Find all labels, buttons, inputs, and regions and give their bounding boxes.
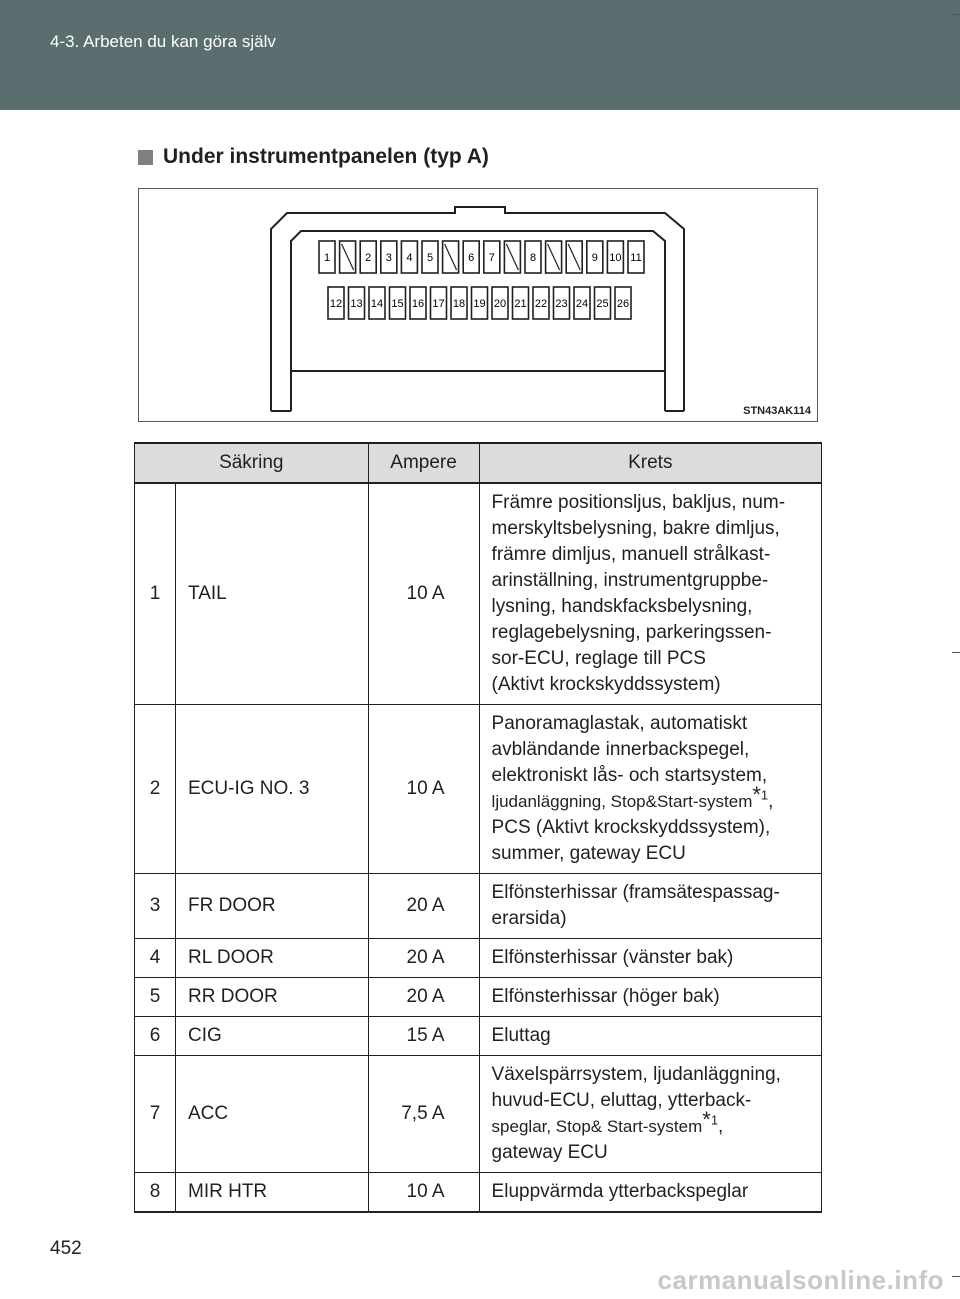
fuse-ampere: 20 A <box>368 874 479 939</box>
fuse-circuit <box>479 1056 821 1173</box>
fuse-slot <box>513 287 529 319</box>
fuse-slot-number: 15 <box>391 298 404 310</box>
table-row <box>135 705 822 874</box>
empty-fuse-slot <box>504 241 520 273</box>
fuse-circuit <box>479 1173 821 1213</box>
fuse-circuit <box>479 939 821 978</box>
circuit-text: , <box>768 791 774 812</box>
circuit-line: elektroniskt lås- och startsystem, <box>491 765 768 786</box>
fuse-number: 8 <box>135 1173 176 1213</box>
fuse-slot <box>607 241 623 273</box>
circuit-line: (Aktivt krockskyddssystem) <box>491 674 721 695</box>
fuse-slot-number: 3 <box>385 252 392 264</box>
circuit-line: avbländande innerbackspegel, <box>491 739 750 760</box>
fuse-circuit <box>479 1017 821 1056</box>
fuse-slot <box>595 287 611 319</box>
circuit-text: , <box>718 1116 724 1137</box>
fuse-ampere: 15 A <box>368 1017 479 1056</box>
circuit-line: Panoramaglastak, automatiskt <box>491 713 748 734</box>
table-row <box>135 939 822 978</box>
fuse-name: RL DOOR <box>176 939 369 978</box>
fuse-name: MIR HTR <box>176 1173 369 1213</box>
fuse-slot <box>554 287 570 319</box>
circuit-line: gateway ECU <box>491 1142 608 1163</box>
fuse-slot <box>360 241 376 273</box>
header-circuit: Krets <box>479 443 821 483</box>
empty-fuse-slot <box>546 241 562 273</box>
fuse-slot <box>319 241 335 273</box>
fuse-slot <box>587 241 603 273</box>
circuit-line: Elfönsterhissar (höger bak) <box>491 986 720 1007</box>
square-bullet-icon <box>138 150 153 165</box>
fuse-slot-number: 16 <box>411 298 425 310</box>
fuse-slot-number: 20 <box>493 298 507 310</box>
crop-mark <box>952 652 960 653</box>
table-row <box>135 1173 822 1213</box>
figure-code: STN43AK114 <box>743 405 811 417</box>
circuit-line: främre dimljus, manuell strålkast- <box>491 544 771 565</box>
circuit-line: Elfönsterhissar (framsätespassag- <box>491 882 780 903</box>
table-row <box>135 978 822 1017</box>
fuse-number: 3 <box>135 874 176 939</box>
fuse-slot-number: 25 <box>596 298 609 310</box>
fuse-box-diagram <box>138 188 818 422</box>
fuse-slot <box>349 287 365 319</box>
fuse-slot-number: 21 <box>514 298 527 310</box>
fuse-name: ACC <box>176 1056 369 1173</box>
empty-fuse-slot <box>566 241 582 273</box>
fuse-slot <box>492 287 508 319</box>
fuse-slot-number: 14 <box>370 298 384 310</box>
fuse-number: 5 <box>135 978 176 1017</box>
fuse-slot-number: 6 <box>468 252 475 264</box>
fuse-slot <box>369 287 385 319</box>
fuse-slot <box>451 287 467 319</box>
fuse-slot-number: 22 <box>534 298 548 310</box>
fuse-number: 6 <box>135 1017 176 1056</box>
fuse-slot <box>472 287 488 319</box>
table-row <box>135 1056 822 1173</box>
circuit-text: ljudanläggning, Stop&Start-system <box>491 792 753 811</box>
fuse-slot-number: 24 <box>575 298 589 310</box>
fuse-ampere: 10 A <box>368 705 479 874</box>
footnote-ref: 1 <box>710 1112 719 1128</box>
fuse-number: 2 <box>135 705 176 874</box>
fuse-slot <box>484 241 500 273</box>
fuse-slot-number: 12 <box>329 298 343 310</box>
fuse-name: ECU-IG NO. 3 <box>176 705 369 874</box>
circuit-line: Eluppvärmda ytterbackspeglar <box>491 1181 749 1202</box>
fuse-name: CIG <box>176 1017 369 1056</box>
fuse-slot <box>431 287 447 319</box>
fuse-slot <box>628 241 644 273</box>
fuse-bottom-row <box>328 287 631 319</box>
fuse-slot-number: 26 <box>616 298 630 310</box>
fuse-top-row <box>319 241 644 273</box>
table-header-row <box>135 443 822 483</box>
fuse-circuit <box>479 874 821 939</box>
fuse-slot-number: 9 <box>591 252 598 264</box>
watermark: carmanualsonline.info <box>657 1265 944 1295</box>
table-row <box>135 1017 822 1056</box>
table-row <box>135 483 822 705</box>
circuit-line: erarsida) <box>491 908 567 929</box>
circuit-line: huvud-ECU, eluttag, ytterback- <box>491 1090 752 1111</box>
fuse-circuit <box>479 483 821 705</box>
footnote-star: * <box>752 782 761 807</box>
fuse-slot <box>328 287 344 319</box>
fuse-slot-number: 13 <box>350 298 363 310</box>
fuse-slot <box>525 241 541 273</box>
fuse-ampere: 20 A <box>368 939 479 978</box>
fuse-slot <box>390 287 406 319</box>
circuit-line: sor-ECU, reglage till PCS <box>491 648 706 669</box>
page-number: 452 <box>50 1238 82 1259</box>
fuse-circuit <box>479 705 821 874</box>
fuse-slot <box>533 287 549 319</box>
fuse-slot <box>410 287 426 319</box>
footnote-ref: 1 <box>760 787 769 803</box>
table-row <box>135 874 822 939</box>
circuit-line: PCS (Aktivt krockskyddssystem), <box>491 817 771 838</box>
fuse-slot-number: 1 <box>323 252 331 264</box>
fuse-ampere: 7,5 A <box>368 1056 479 1173</box>
fuse-slot-number: 8 <box>529 252 537 264</box>
fuse-slot-number: 10 <box>609 252 622 264</box>
fuse-slot <box>422 241 438 273</box>
circuit-line-footnote <box>491 1107 811 1140</box>
circuit-line: merskyltsbelysning, bakre dimljus, <box>491 518 780 539</box>
fuse-ampere: 10 A <box>368 1173 479 1213</box>
empty-fuse-slot <box>340 241 356 273</box>
fuse-slot-number: 5 <box>426 252 434 264</box>
fuse-number: 1 <box>135 483 176 705</box>
fuse-slot <box>574 287 590 319</box>
circuit-text: speglar, Stop& Start-system <box>491 1117 703 1136</box>
section-heading <box>138 145 489 169</box>
fuse-table <box>134 442 822 1213</box>
crop-mark <box>952 1276 960 1277</box>
circuit-line: Främre positionsljus, bakljus, num- <box>491 492 786 513</box>
crop-mark <box>952 14 960 15</box>
fuse-ampere: 10 A <box>368 483 479 705</box>
circuit-line-footnote <box>491 782 811 815</box>
fuse-circuit <box>479 978 821 1017</box>
fuse-slot-number: 18 <box>452 298 466 310</box>
fuse-slot-number: 11 <box>630 252 642 264</box>
fuse-slot <box>463 241 479 273</box>
fuse-ampere: 20 A <box>368 978 479 1017</box>
fuse-name: RR DOOR <box>176 978 369 1017</box>
fuse-number: 7 <box>135 1056 176 1173</box>
fuse-slot-number: 4 <box>406 252 413 264</box>
circuit-line: lysning, handskfacksbelysning, <box>491 596 753 617</box>
header-ampere: Ampere <box>368 443 479 483</box>
circuit-line: summer, gateway ECU <box>491 843 686 864</box>
fuse-slot <box>615 287 631 319</box>
fuse-slot-number: 23 <box>555 298 568 310</box>
fuse-slot-number: 17 <box>432 298 445 310</box>
fuse-slot <box>381 241 397 273</box>
circuit-line: reglagebelysning, parkeringssen- <box>491 622 772 643</box>
fuse-name: TAIL <box>176 483 369 705</box>
fuse-slot-number: 19 <box>473 298 486 310</box>
fuse-number: 4 <box>135 939 176 978</box>
footnote-star: * <box>702 1107 711 1132</box>
empty-fuse-slot <box>443 241 459 273</box>
fuse-box-drawing <box>139 189 819 423</box>
circuit-line: Växelspärrsystem, ljudanläggning, <box>491 1064 781 1085</box>
chapter-title: 4-3. Arbeten du kan göra själv <box>50 32 276 51</box>
fuse-slot-number: 2 <box>365 252 372 264</box>
circuit-line: Eluttag <box>491 1025 551 1046</box>
fuse-slot <box>401 241 417 273</box>
circuit-line: Elfönsterhissar (vänster bak) <box>491 947 734 968</box>
page-header <box>0 0 960 110</box>
fuse-slot-number: 7 <box>488 252 495 264</box>
fuse-name: FR DOOR <box>176 874 369 939</box>
header-fuse: Säkring <box>135 443 369 483</box>
circuit-line: arinställning, instrumentgruppbe- <box>491 570 769 591</box>
section-heading-text: Under instrumentpanelen (typ A) <box>163 145 489 168</box>
